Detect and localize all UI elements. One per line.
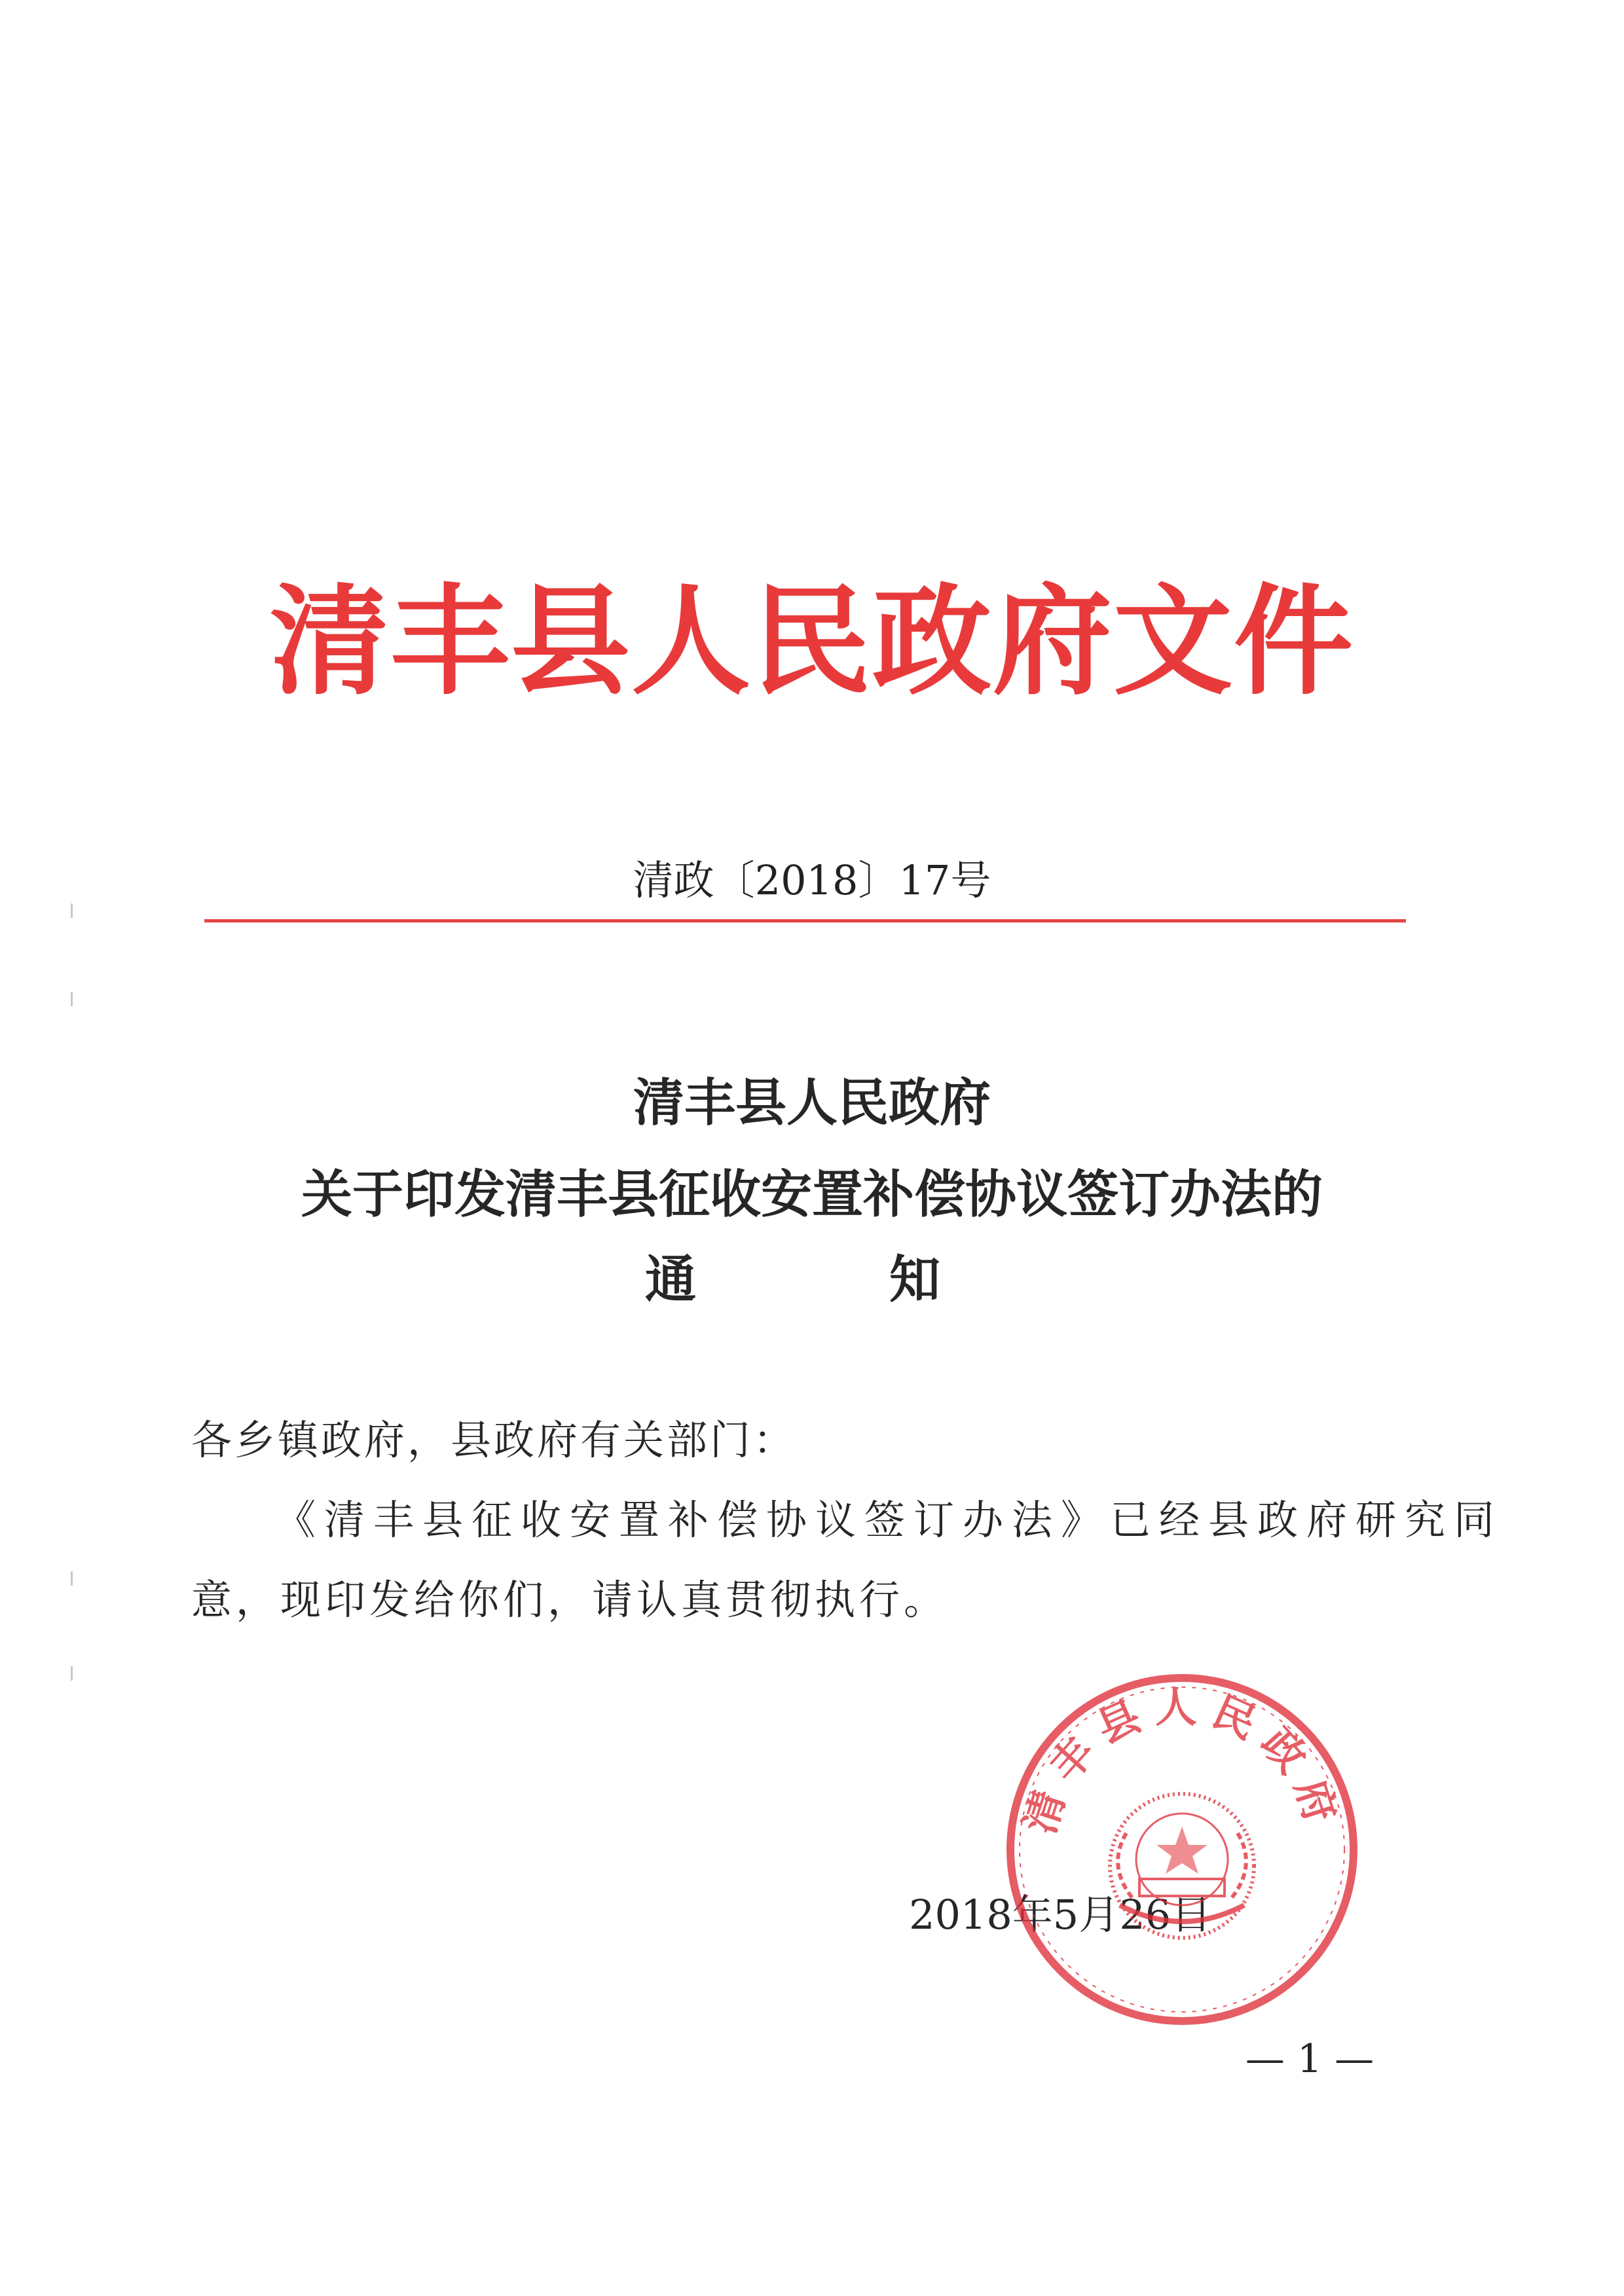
document-title-line-1: 清丰县人民政府 bbox=[633, 1073, 991, 1133]
issue-date: 2018年5月26日 bbox=[909, 1891, 1212, 1939]
page-number: — 1 — bbox=[1245, 2036, 1375, 2082]
binding-margin-mark bbox=[71, 992, 81, 1006]
official-seal-stamp bbox=[1002, 1669, 1362, 2030]
national-emblem-icon bbox=[1110, 1794, 1254, 1938]
document-title-notice-char-1: 通 bbox=[645, 1250, 697, 1309]
binding-margin-mark bbox=[71, 1571, 81, 1586]
seal-ring-text: 清丰县人民政府 bbox=[1016, 1684, 1348, 1840]
binding-margin-mark bbox=[71, 903, 81, 918]
salutation: 各乡镇政府，县政府有关部门： bbox=[191, 1416, 797, 1464]
issuer-header-title: 清丰县人民政府文件 bbox=[270, 572, 1354, 711]
binding-margin-mark bbox=[71, 1666, 81, 1681]
body-paragraph-line-2: 意，现印发给你们，请认真贯彻执行。 bbox=[191, 1576, 949, 1624]
document-title-line-2: 关于印发清丰县征收安置补偿协议签订办法的 bbox=[301, 1165, 1323, 1224]
document-number: 清政〔2018〕17号 bbox=[633, 856, 991, 904]
body-paragraph-line-1: 《清丰县征收安置补偿协议签订办法》已经县政府研究同 bbox=[275, 1496, 1504, 1544]
document-title-notice-char-2: 知 bbox=[889, 1250, 941, 1309]
red-divider-rule bbox=[204, 919, 1406, 922]
